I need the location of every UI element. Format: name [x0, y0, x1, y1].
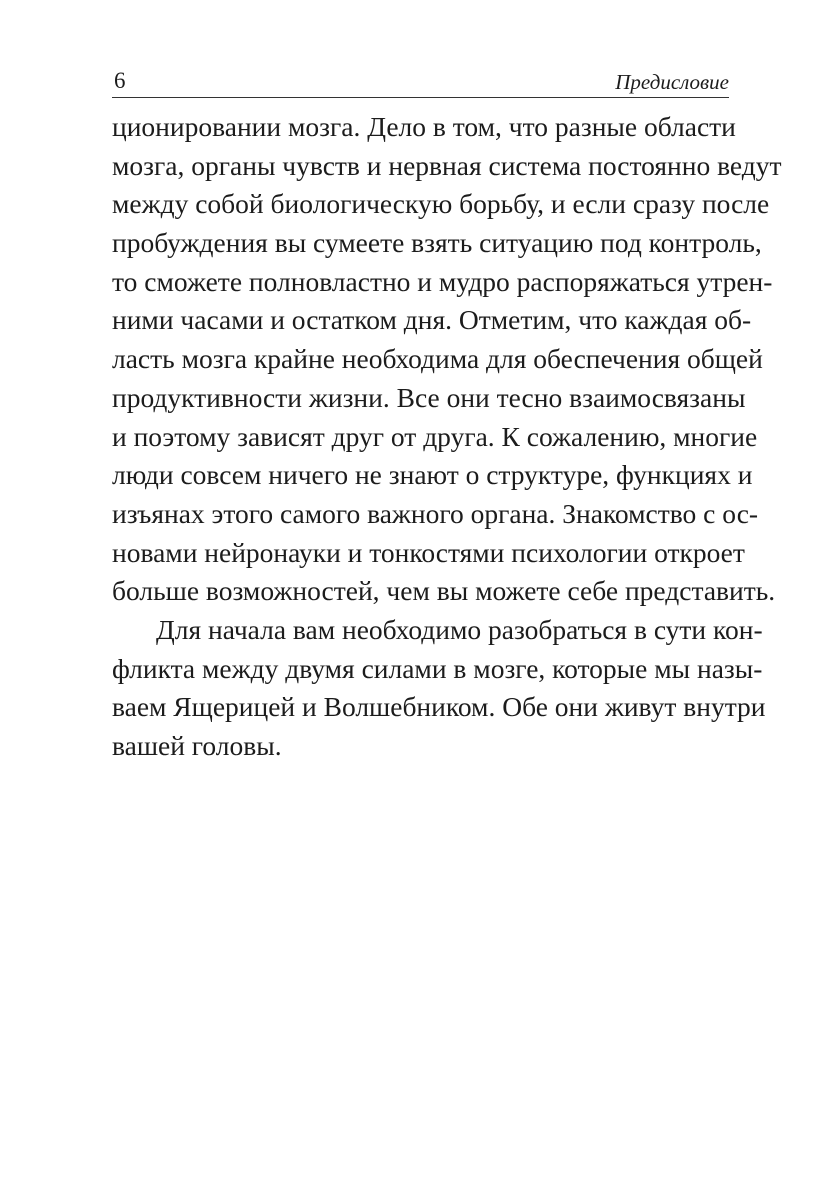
- text-line: ваем Ящерицей и Волшебником. Обе они живут внутри: [112, 691, 766, 723]
- text-line: изъянах этого самого важного органа. Знакомство с ос-: [112, 497, 759, 529]
- text-line: пробуждения вы сумеете взять ситуацию под контроль,: [112, 227, 762, 259]
- book-page: [112, 0, 782, 1200]
- text-line: мозга, органы чувств и нервная система постоянно ведут: [112, 149, 782, 181]
- text-line: фликта между двумя силами в мозге, которые мы назы-: [112, 652, 763, 684]
- text-line: вашей головы.: [112, 730, 282, 761]
- section-title: Предисловие: [615, 70, 729, 94]
- text-line: продуктивности жизни. Все они тесно взаимосвязаны: [112, 381, 746, 413]
- text-line: между собой биологическую борьбу, и если сразу после: [112, 188, 770, 220]
- text-line: больше возможностей, чем вы можете себе представить.: [112, 575, 776, 607]
- text-line: ними часами и остатком дня. Отметим, что каждая об-: [112, 304, 752, 336]
- text-line: Для начала вам необходимо разобраться в сути кон-: [156, 613, 763, 645]
- text-line: люди совсем ничего не знают о структуре, функциях и: [112, 459, 753, 491]
- text-line: то сможете полновластно и мудро распоряжаться утрен-: [112, 265, 773, 297]
- text-line: ласть мозга крайне необходима для обеспечения общей: [112, 343, 763, 375]
- running-header: [112, 63, 729, 98]
- body-text: [112, 108, 782, 766]
- text-line: и поэтому зависят друг от друга. К сожалению, многие: [112, 420, 758, 452]
- text-line: ционировании мозга. Дело в том, что разные области: [112, 111, 736, 142]
- page-number: 6: [114, 68, 126, 93]
- text-line: новами нейронауки и тонкостями психологии откроет: [112, 536, 745, 568]
